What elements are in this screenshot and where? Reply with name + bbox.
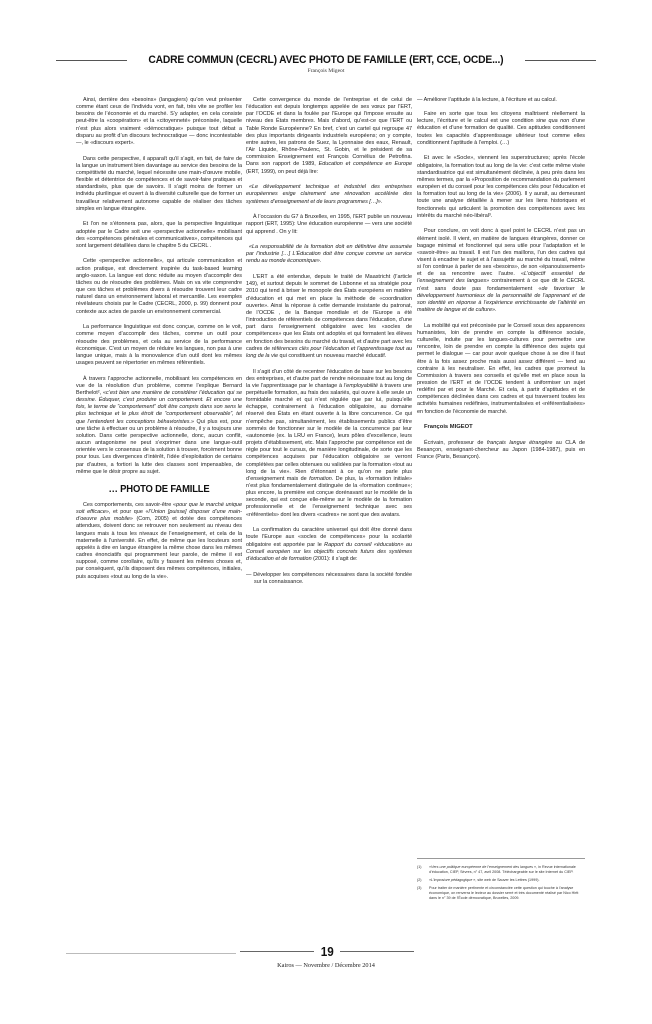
text-run: » contrairement à ce que dit le CECRL n’est sans doute pas fondamentalement « [417, 278, 585, 292]
dash-item: — Développer les compétences nécessaires dans la société fondée sur la connaissance. [246, 571, 412, 585]
title-run: Rapport du conseil «éducation» au Conseil européen sur les objectifs concrets futurs des systèmes d’éducation et de formation [246, 541, 412, 562]
paragraph: La performance linguistique est donc conçue, comme on le voit, comme moyen d’accomplir des tâches, comme un outil pour résoudre des problèmes, et cela au service de la performance économique. C’est un moyen de réduire les langues, non pas à une langue unique, mais à la monovalence d’un outil dont les mêmes usages peuvent se répertorier en mêmes référentiels. [76, 324, 242, 366]
footnotes [417, 858, 585, 904]
text-run: » Qui plus est, pour une tâche à effectuer ou un problème à résoudre, il y a toujours une solution. Dans cette perspective actionnelle, donc, aucun conflit, aucun antagonisme ne peut s’exprimer dans une langue-outil orientée vers le consensus de la solution à trouver, forcément bonne pour tous. Les divergences d’intérêt, l’idée d’exploitation de certains par d’autres, a fortiori la lutte des classes sont impensables, de même que le désir propre au sujet. [76, 418, 242, 475]
footnote-body: », site web de Sauver les Lettres (1999). [472, 877, 540, 882]
column-1 [76, 97, 242, 589]
block-quote: «Le développement technique et industriel des entreprises européennes exige clairement une rénovation accélérée des systèmes d’enseignement et de leurs programmes […]». [246, 184, 412, 205]
page-rule-left [240, 951, 314, 952]
text-run: Pour conclure, on voit donc à quel point le CECRL n’est pas un élément isolé. Il vient, en matière de langues étrangères, donner ce bagage minimal et fonctionnel qui sera utile pour l’adaptation et le «savoir-être» au travail. Il est l’un des maillons, l’un des cadres qui visent à encadrer le sujet et à l’assujettir au marché du travail, même si l’on continue à parler de ses «besoins», de son «épanouissement» et de sa rencontre avec l’autre. « [417, 228, 585, 278]
footnote-title: «Vers une politique européenne de l’enseignement des langues [429, 865, 534, 869]
quote-run: c’est bien une manière de considérer l’éducation qui se dessine. Éduquer, c’est produire un comportement. Et encore une fois, le terme de “comportement” doit être compris dans son sens le plus technique et le plus étroit de “comportement observable”, tel que l’entendent les conceptions béhavioristes. [76, 389, 242, 425]
footnote [417, 865, 585, 875]
title-rule-left [56, 60, 127, 61]
title-rule-right [525, 60, 596, 61]
quote-run: pour que le marché unique soit efficace [76, 502, 242, 516]
emphasis-run: formation [309, 475, 332, 482]
text-run: (2001): il s’agit de: [311, 555, 358, 562]
paragraph [76, 376, 242, 476]
title-run: références clés pour l’éducation et l’apprentissage tout au long de la vie [246, 345, 413, 359]
text-run: Écrivain, professeur de [424, 439, 487, 446]
footnote-body: », in Revue internationale d’éducation, CIEP, Sèvres, n° 47, avril 2008. Téléchargeable sur le site Internet du CIEP. [429, 865, 576, 875]
author-bio [417, 440, 585, 461]
footnote [417, 878, 585, 883]
footnote [417, 886, 585, 902]
article-title: CADRE COMMUN (CECRL) AVEC PHOTO DE FAMILLE (ERT, CCE, OCDE...) [148, 54, 504, 66]
text-run: Ces comportements, ces savoir-être « [83, 502, 177, 508]
column-3 [417, 97, 585, 470]
quote-run: de favoriser le développement harmonieux de la personnalité de l’apprenant et de son identité en réponse à l’expérience enrichissante de l’altérité en matière de langue et de culture [417, 285, 585, 314]
text-run: au CLA de Besançon, enseignant-chercheur au Japon (1984-1987), puis en France (Paris, Besançon). [417, 439, 586, 461]
paragraph [246, 527, 412, 563]
quote-run: l’Union [puisse] disposer d’une main-d’oeuvre plus mobile [76, 509, 242, 523]
paragraph [76, 502, 242, 581]
column-2 [246, 97, 412, 593]
footnote-text [429, 886, 585, 902]
paragraph: Ainsi, derrière des «besoins» (langagiers) qu’on veut présenter comme étant ceux de l’individu vont, en fait, très vite se profiler les besoins de l’économie et du marché. S’y adapter, en cela consiste peut-être la «coopération» et la «citoyenneté» préconisée, laquelle n’est plus alors vraiment «démocratique» puisque tout débat a disparu au profit d’un discours technocratique — donc incontestable —, le «discours expert». [76, 97, 242, 146]
text-run: L’ERT a été entendue, depuis le traité de Maastricht (l’article 149), et surtout depuis le sommet de Lisbonne et sa stratégie pour 2010 qui tend à briser le monopole des États européens en matière d’éducation et qui met en place la méthode de «coordination ouverte». Ainsi la réponse à cette demande insistante du patronat, de l’OCDE , de la Banque mondiale et de l’Europe a été l’introduction de référentiels de compétences dans l’éducation, d’une part dans l’enseignement obligatoire avec les «socles de compétences» que les États ont adoptés et qui formatent les élèves en fonction des besoins du marché du travail, et d’autre part avec les cadres de [246, 274, 412, 352]
text-run: . De plus, la «formation initiale» n’est plus fondamentalement distinguée de la «formation continue»; plus encore, la première est conçue dorénavant sur le modèle de la seconde, qui est conçue elle-même sur le modèle de la formation professionnelle et de l’enseignement technique avec ses «référentiels» dont les divers «cadres» ne sont que des avatars. [246, 475, 412, 518]
text-run: À travers l’approche actionnelle, mobilisant les compétences en vue de la résolution d’un problème, comme l’explique Bernard Berthelot², « [76, 375, 242, 396]
title-run: Education et compétence en Europe [318, 161, 412, 168]
dash-item: — Améliorer l’aptitude à la lecture, à l’écriture et au calcul. [417, 97, 557, 103]
footnote-text [429, 865, 585, 875]
paragraph: Dans cette perspective, il apparaît qu’il s’agit, en fait, de faire de la langue un instrument bien davantage au service des besoins de la compétitivité du marché, lequel nécessite une main-d’œuvre mobile, flexible et détentrice de compétences et de savoir-faire pratiques et standardisés, plus que de savoirs. Il s’agit moins de former un individu plurilingue et ouvert à la diversité culturelle que de former un travailleur relativement autonome capable de réaliser des tâches simples en langue étrangère. [76, 155, 242, 212]
paragraph [417, 228, 585, 314]
paragraph: À l’occasion du G7 à Bruxelles, en 1995, l’ERT publie un nouveau rapport (ERT, 1995): Une éducation européenne — vers une société qui apprend . On y lit: [246, 214, 412, 235]
emphasis-run: sine qua non [536, 118, 570, 125]
paragraph: Cette «perspective actionnelle», qui articule communication et action pratique, est directement inspirée du task-based learning anglo-saxon. La langue est donc réduite au moyen d’accomplir des tâches ou de résoudre des problèmes. Mais on va vite comprendre que ces tâches et problèmes divers à résoudre trouvent leur cadre naturel dans un environnement laboral et mercantile. Les exemples révélateurs choisis par le Cadre (CECRL, 2000, p. 99) donnent pour contexte aux actes de parole un environnement commercial. [76, 258, 242, 315]
text-run: Il s’agit d’un côté de recentrer l’éducation de base sur les besoins des entreprises, et d’autre part de rendre nécessaire tout au long de la vie l’apprentissage par le chantage à [246, 368, 412, 389]
footnote-number: (2) [417, 877, 422, 882]
quote-run: L’objectif essentiel de l’enseignement des langues [417, 271, 585, 285]
article-author: François Migeot [307, 68, 345, 74]
footnote-text [429, 878, 585, 883]
column-end-rule [66, 953, 236, 954]
page-rule-right [340, 951, 414, 952]
page-number-row [240, 944, 414, 959]
footnote-title: «L’imposture pédagogique [429, 877, 473, 882]
paragraph: Et avec le «Socle», viennent les superstructures; après l’école obligatoire, la formation tout au long de la vie: c’est cette même visée standardisatrice qui est simultanément déclinée, à peu près dans les mêmes termes, par la «Proposition de recommandation du parlement européen et du conseil pour les compétences clés pour l’éducation et la formation tout au long de la vie» (2006). Il y aurait, au demeurant toute une analyse détaillée à mener sur les liens historiques et fonctionnels qui articulent la promotion des compétences avec les intérêts du marché néo-libéral³. [417, 155, 585, 219]
text-run: d’une éducation et d’une formation de qualité. Ces aptitudes conditionnent toutes les capacités d’apprentissage ultérieur tout comme elles conditionnent l’aptitude à l’emploi. (…) [417, 118, 585, 146]
paragraph: Et l’on ne s’étonnera pas, alors, que la perspective linguistique adoptée par le Cadre soit une «perspective actionnelle» mobilisant des «compétences générales et communicatives», compétences qui sont largement détaillées dans le chapitre 5 du CECRL . [76, 221, 242, 249]
author-signature: François MIGEOT [424, 424, 473, 431]
emphasis-run: l’employabilité [343, 382, 378, 389]
footnote-body: Pour traiter de manière pertinente et circonstanciée cette question qui touche à l’analyse économique, on renverra le lecteur au dossier serré et très documenté réalisé par Nico Hirtt dans le n° 39 de l’École démocratique, Bruxelles, 2009. [429, 885, 579, 901]
text-run: (ERT, 1999), on peut déjà lire: [246, 168, 319, 175]
section-heading: … PHOTO DE FAMILLE [108, 482, 210, 495]
footnote-number: (3) [417, 885, 422, 890]
journal-footer: Kairos — Novembre / Décembre 2014 [277, 962, 375, 969]
text-run: ». [491, 307, 497, 314]
title-row [56, 54, 596, 66]
text-run: » (Com, 2005) et dotée des compétences attendues, doivent donc se retrouver non seulement au niveau des langues mais à tous les niveaux de l’enseignement, et cela de la maternelle à l’université. En effet, de même que les locuteurs sont appelés à dire en langue étrangère la même chose dans les mêmes cadres énonciatifs qui programment leur parole, de même il est supposé, comme corollaire, qu’ils y fassent les mêmes choses et, par conséquent, qu’ils disposent des mêmes compétences, initiales, puis acquises «tout au long de la vie». [76, 516, 243, 580]
text-run: à travers une perpétuelle formation, au frais des salariés, qui ouvre à elle seule un formidable marché et qui n’est régulée que par lui, puisqu’elle échappe, contrairement à l’éducation obligatoire, au domaine réservé des États en étant ouverte à la libre concurrence. Ce qui n’empêche pas, simultanément, les établissements publics d’être sommés de fonctionner sur le modèle de la concurrence par leur «autonomie (ex. la LRU en France), leurs pôles d’excellence, leurs projets d’établissement, etc. Mais l’approche par compétence est de règle pour tout le cursus, de manière longitudinale, de sorte que les compétences acquises par l’éducation obligatoire se verront complétées par celles obtenues ou validées par la formation «tout au long de la vie». Rien d’étonnant à ce qu’on ne parle plus d’enseignement mais de [246, 382, 412, 482]
paragraph [417, 111, 585, 147]
paragraph [246, 369, 412, 519]
block-quote: «La responsabilité de la formation doit en définitive être assumée par l’industrie […] L’Éducation doit être conçue comme un service rendu au monde économique». [246, 244, 412, 265]
text-run: Cette convergence du monde de l’entreprise et de celui de l’éducation est depuis longtemps appelée de ses vœux par l’ERT, par l’OCDE et dans la foulée par l’Europe qui l’impose ensuite au niveau des États membres. Mais d’abord, qu’est-ce que l’ERT ou Table Ronde Européenne? En bref, c’est un cartel qui regroupe 47 des plus importants dirigeants industriels européens; on y compte, entre autres, les patrons de Suez, la Lyonnaise des eaux, Renault, l’Air Liquide, Rhône-Poulenc, St. Gobin, et le président de sa commission Enseignement est François Cornélius de Petrofina. Dans son rapport de 1989, [246, 97, 412, 168]
paragraph [246, 274, 412, 360]
text-run: », et pour que « [105, 509, 149, 516]
paragraph [246, 97, 412, 176]
text-run: La confirmation du caractère universel qui doit être donné dans toute l’Europe aux «socles de compétences» pour la scolarité obligatoire est apportée par le [246, 527, 412, 548]
text-run: qui constituent un nouveau marché éducatif. [278, 352, 387, 359]
emphasis-run: français langue étrangère [486, 439, 553, 446]
paragraph: La mobilité qui est préconisée par le Conseil sous des apparences humanistes, loin de prendre en compte la différence sociale, culturelle, induite par les langues-cultures pour permettre une rencontre, loin de prendre en compte la différence des sujets qui permet le dialogue — car pour avoir quelque chose à se dire il faut être à la fois assez proche mais aussi assez différent — tend au contraire à les neutraliser. En effet, les cadres que promeut la Commission à travers ses conseils et qu’elle met en place sous la pression de l’ERT et de l’OCDE tendent à uniformiser un sujet redéfini par et pour le Marché. Et cela, à partir d’aptitudes et de compétences déclinées dans ces cadres et qui traversent toutes les activités humaines redéfinies, instrumentalisées et «référentialisées» en fonction de l’économie de marché. [417, 322, 585, 415]
text-run: Faire en sorte que tous les citoyens maîtrisent réellement la lecture, l’écriture et le calcul est une condition [417, 111, 585, 125]
footnote-number: (1) [417, 865, 422, 869]
page-number: 19 [320, 944, 334, 959]
